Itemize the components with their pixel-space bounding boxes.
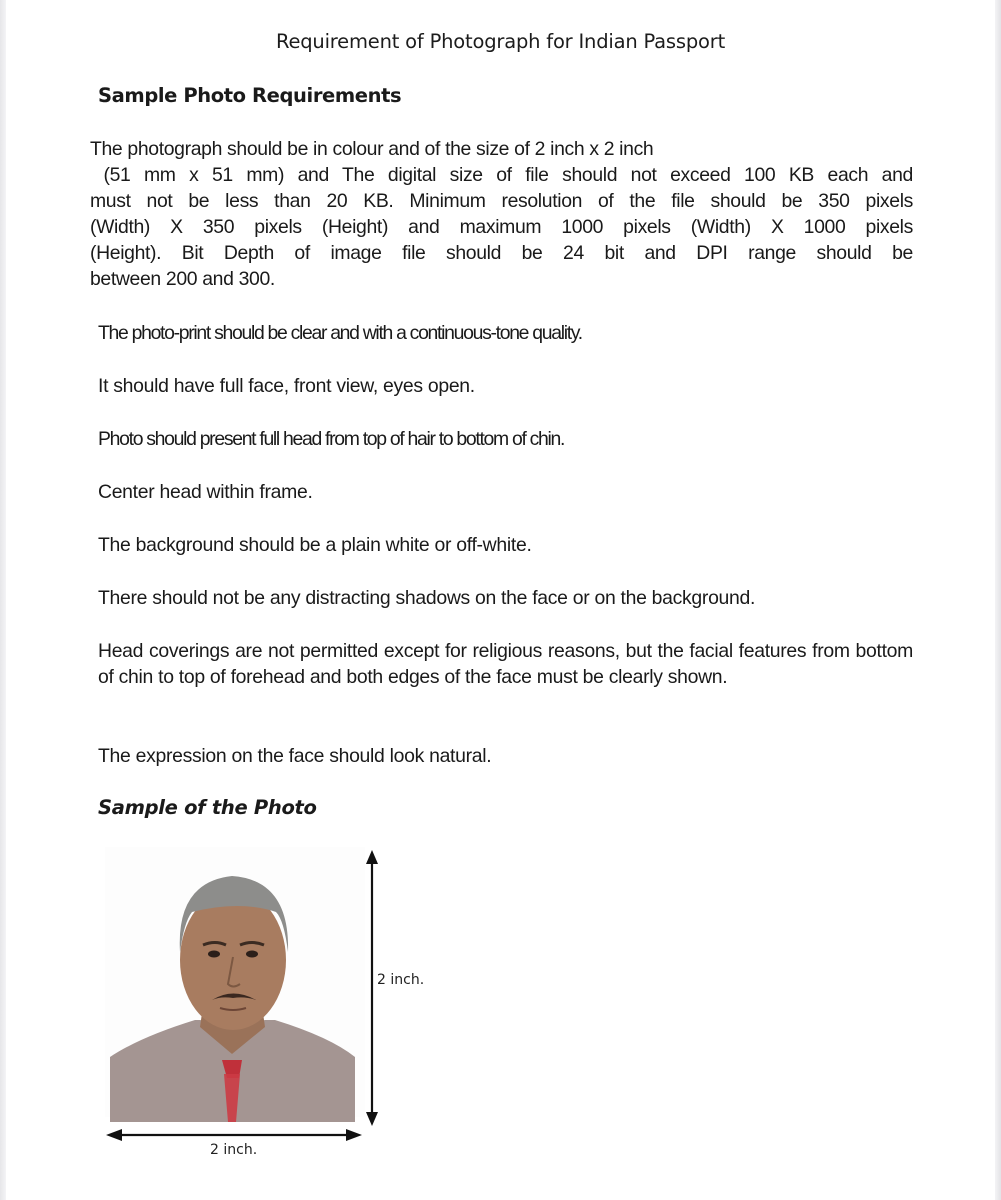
sample-photo-illustration: [100, 842, 445, 1172]
requirement-item: It should have full face, front view, eyes open.: [98, 375, 475, 397]
intro-line: (51 mm x 51 mm) and The digital size of file should not exceed 100 KB each and: [90, 164, 913, 186]
requirement-item: The expression on the face should look natural.: [98, 745, 492, 767]
intro-line: (Width) X 350 pixels (Height) and maximum 1000 pixels (Width) X 1000 pixels: [90, 216, 913, 238]
requirement-item: Center head within frame.: [98, 481, 313, 503]
document-title: Requirement of Photograph for Indian Passport: [275, 30, 726, 53]
requirement-item: Photo should present full head from top of hair to bottom of chin.: [98, 428, 565, 450]
requirement-item: There should not be any distracting shadows on the face or on the background.: [98, 587, 756, 609]
intro-paragraph: [90, 136, 913, 292]
intro-line: between 200 and 300.: [90, 268, 275, 290]
height-label: 2 inch.: [377, 972, 425, 988]
intro-line: The photograph should be in colour and of the size of 2 inch x 2 inch: [90, 138, 654, 160]
requirement-item: The photo-print should be clear and with a continuous-tone quality.: [98, 322, 582, 344]
intro-line: (Height). Bit Depth of image file should be 24 bit and DPI range should be: [90, 242, 913, 264]
requirement-item: The background should be a plain white or off-white.: [98, 534, 532, 556]
page-edge-left: [0, 0, 6, 1200]
intro-line: must not be less than 20 KB. Minimum resolution of the file should be 350 pixels: [90, 190, 913, 212]
width-label: 2 inch.: [210, 1142, 258, 1158]
section-heading: Sample Photo Requirements: [98, 84, 402, 107]
page-edge-right: [995, 0, 1001, 1200]
requirement-item: Head coverings are not permitted except for religious reasons, but the facial features from bottom of chin to top of forehead and both edges of the face must be clearly shown.: [98, 640, 913, 688]
height-dimension-arrow: [366, 850, 378, 1126]
sample-heading: Sample of the Photo: [98, 796, 317, 819]
width-dimension-arrow: [106, 1129, 362, 1141]
sample-photo-figure: [100, 842, 445, 1172]
